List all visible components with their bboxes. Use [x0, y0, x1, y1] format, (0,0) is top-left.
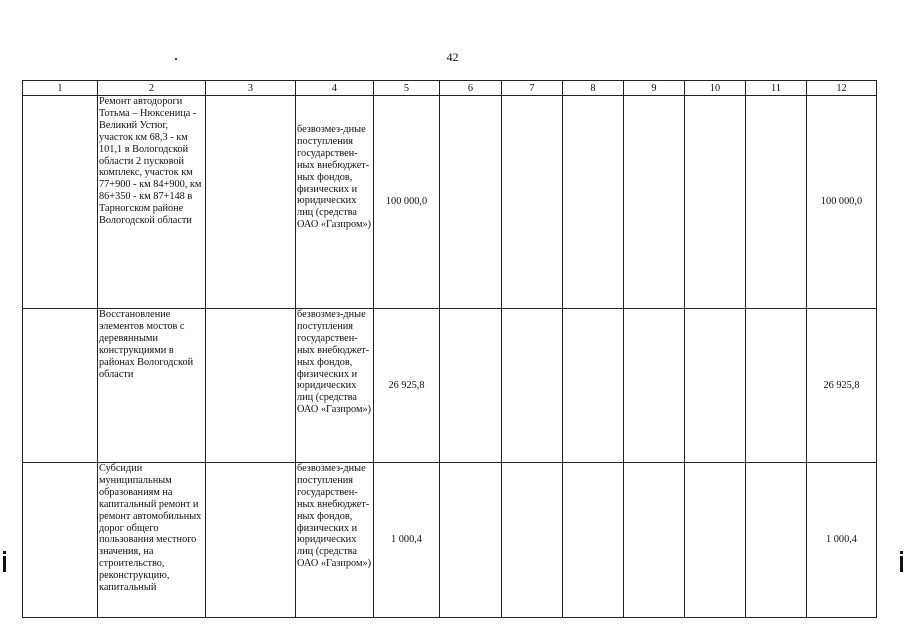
amount-total: 26 925,8 [374, 309, 440, 463]
empty-cell [624, 309, 685, 463]
empty-cell [624, 96, 685, 309]
empty-cell [746, 96, 807, 309]
column-number: 4 [296, 81, 374, 96]
empty-cell [502, 309, 563, 463]
empty-cell [206, 96, 296, 309]
empty-cell [206, 309, 296, 463]
left-margin-mark [3, 556, 6, 572]
column-number: 12 [807, 81, 877, 96]
empty-cell [685, 309, 746, 463]
empty-cell [563, 96, 624, 309]
empty-cell [563, 309, 624, 463]
funding-source: безвозмез-дные поступления государствен-ных внебюджет-ных фондов, физических и юридических лиц (средства ОАО «Газпром») [296, 309, 374, 463]
right-margin-mark [900, 556, 903, 572]
empty-cell [206, 463, 296, 618]
page-number: 42 [446, 50, 459, 64]
empty-cell [746, 463, 807, 618]
column-number: 7 [502, 81, 563, 96]
column-number-row [23, 81, 877, 96]
empty-cell [746, 309, 807, 463]
column-number: 5 [374, 81, 440, 96]
empty-cell [502, 96, 563, 309]
column-number: 6 [440, 81, 502, 96]
amount-column-12: 100 000,0 [807, 96, 877, 309]
column-number: 11 [746, 81, 807, 96]
amount-total: 100 000,0 [374, 96, 440, 309]
measure-name: Восстановление элементов мостов с деревянными конструкциями в районах Вологодской области [98, 309, 206, 463]
empty-cell [440, 309, 502, 463]
amount-column-12: 26 925,8 [807, 309, 877, 463]
column-number: 10 [685, 81, 746, 96]
amount-total: 1 000,4 [374, 463, 440, 618]
empty-cell [685, 463, 746, 618]
table-row [23, 309, 877, 463]
empty-cell [624, 463, 685, 618]
funding-source: безвозмез-дные поступления государствен-ных внебюджет-ных фондов, физических и юридических лиц (средства ОАО «Газпром») [296, 463, 374, 618]
column-number: 2 [98, 81, 206, 96]
empty-cell [440, 96, 502, 309]
column-number: 3 [206, 81, 296, 96]
empty-cell [23, 309, 98, 463]
empty-cell [685, 96, 746, 309]
column-number: 8 [563, 81, 624, 96]
empty-cell [502, 463, 563, 618]
empty-cell [440, 463, 502, 618]
empty-cell [23, 463, 98, 618]
scan-speck [175, 58, 177, 60]
table-row [23, 463, 877, 618]
measure-name: Субсидии муниципальным образованиям на капитальный ремонт и ремонт автомобильных дорог общего пользования местного значения, на строительство, реконструкцию, капитальный [98, 463, 206, 618]
column-number: 1 [23, 81, 98, 96]
empty-cell [563, 463, 624, 618]
empty-cell [23, 96, 98, 309]
amount-column-12: 1 000,4 [807, 463, 877, 618]
measure-name: Ремонт автодороги Тотьма – Нюксеница - Великий Устюг, участок км 68,3 - км 101,1 в Вологодской области 2 пусковой комплекс, участок км 77+900 - км 84+900, км 86+350 - км 87+148 в Тарногском районе Вологодской области [98, 96, 206, 309]
column-number: 9 [624, 81, 685, 96]
budget-table [22, 80, 877, 618]
funding-source: безвозмез-дные поступления государствен-ных внебюджет-ных фондов, физических и юридических лиц (средства ОАО «Газпром») [296, 96, 374, 309]
table-row [23, 96, 877, 309]
